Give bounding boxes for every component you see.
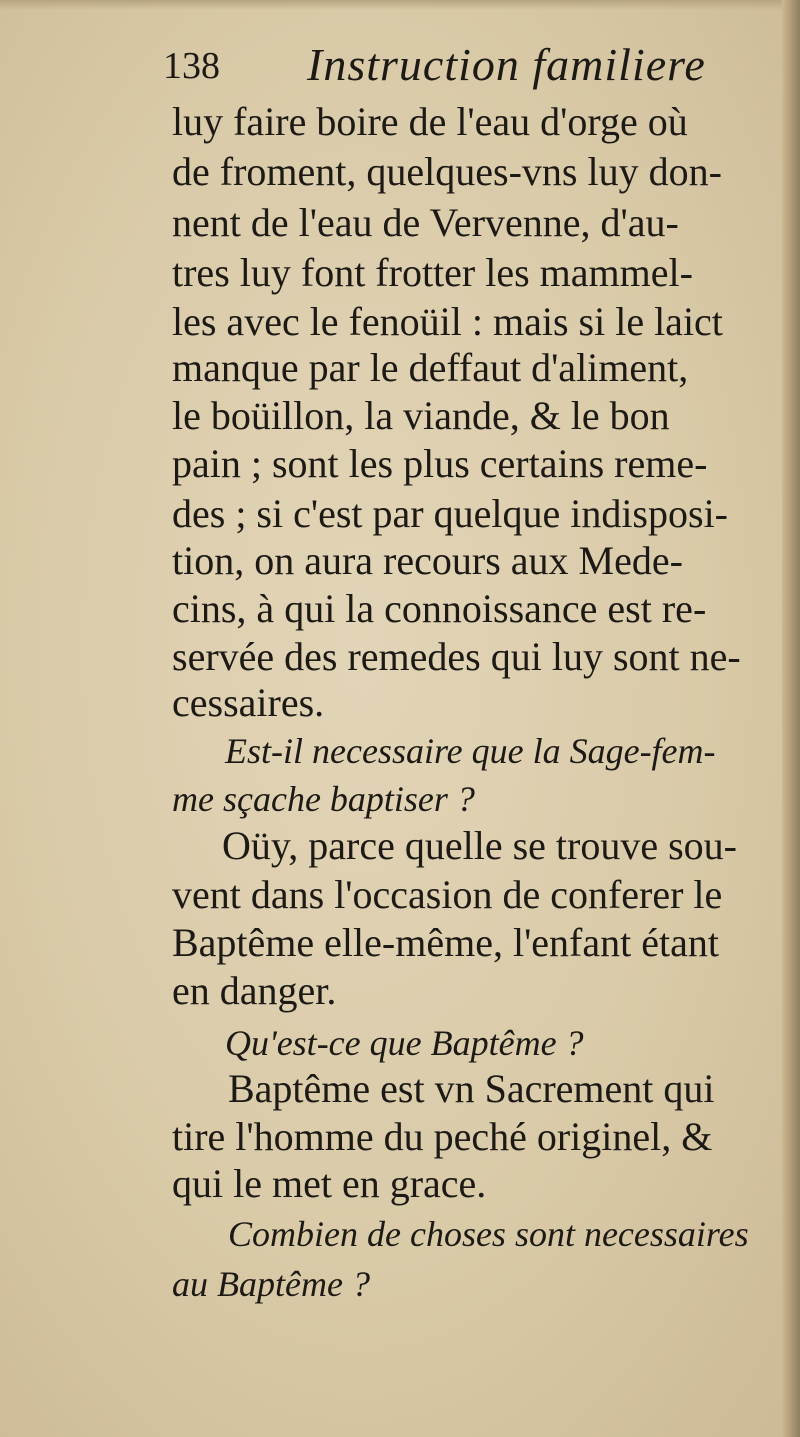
text-line: nent de l'eau de Vervenne, d'au-: [172, 200, 679, 245]
page-number: 138: [163, 45, 220, 87]
question-line: au Baptême ?: [172, 1264, 370, 1304]
text-line: les avec le fenoüil : mais si le laict: [172, 299, 723, 344]
text-line: luy faire boire de l'eau d'orge où: [172, 99, 688, 144]
running-title: Instruction familiere: [307, 39, 706, 90]
answer-line: tire l'homme du peché originel, &: [172, 1114, 713, 1159]
text-line: tres luy font frotter les mammel-: [172, 250, 693, 295]
text-line: cins, à qui la connoissance est re-: [172, 586, 707, 631]
question-line: Combien de choses sont necessaires: [228, 1214, 749, 1254]
answer-line: Oüy, parce quelle se trouve sou-: [222, 823, 737, 868]
text-line: des ; si c'est par quelque indisposi-: [172, 491, 728, 536]
answer-line: qui le met en grace.: [172, 1161, 487, 1206]
answer-line: Baptême elle-même, l'enfant étant: [172, 920, 719, 965]
text-line: pain ; sont les plus certains reme-: [172, 441, 708, 486]
text-line: servée des remedes qui luy sont ne-: [172, 634, 741, 679]
text-line: manque par le deffaut d'aliment,: [172, 345, 689, 390]
question-line: Qu'est-ce que Baptême ?: [225, 1023, 584, 1063]
answer-line: en danger.: [172, 968, 337, 1013]
question-line: Est-il necessaire que la Sage-fem-: [225, 731, 716, 771]
text-line: tion, on aura recours aux Mede-: [172, 538, 683, 583]
question-line: me sçache baptiser ?: [172, 779, 475, 819]
text-line: cessaires.: [172, 680, 325, 725]
answer-line: Baptême est vn Sacrement qui: [228, 1066, 715, 1111]
text-line: de froment, quelques-vns luy don-: [172, 149, 722, 194]
answer-line: vent dans l'occasion de conferer le: [172, 872, 723, 917]
text-line: le boüillon, la viande, & le bon: [172, 393, 670, 438]
